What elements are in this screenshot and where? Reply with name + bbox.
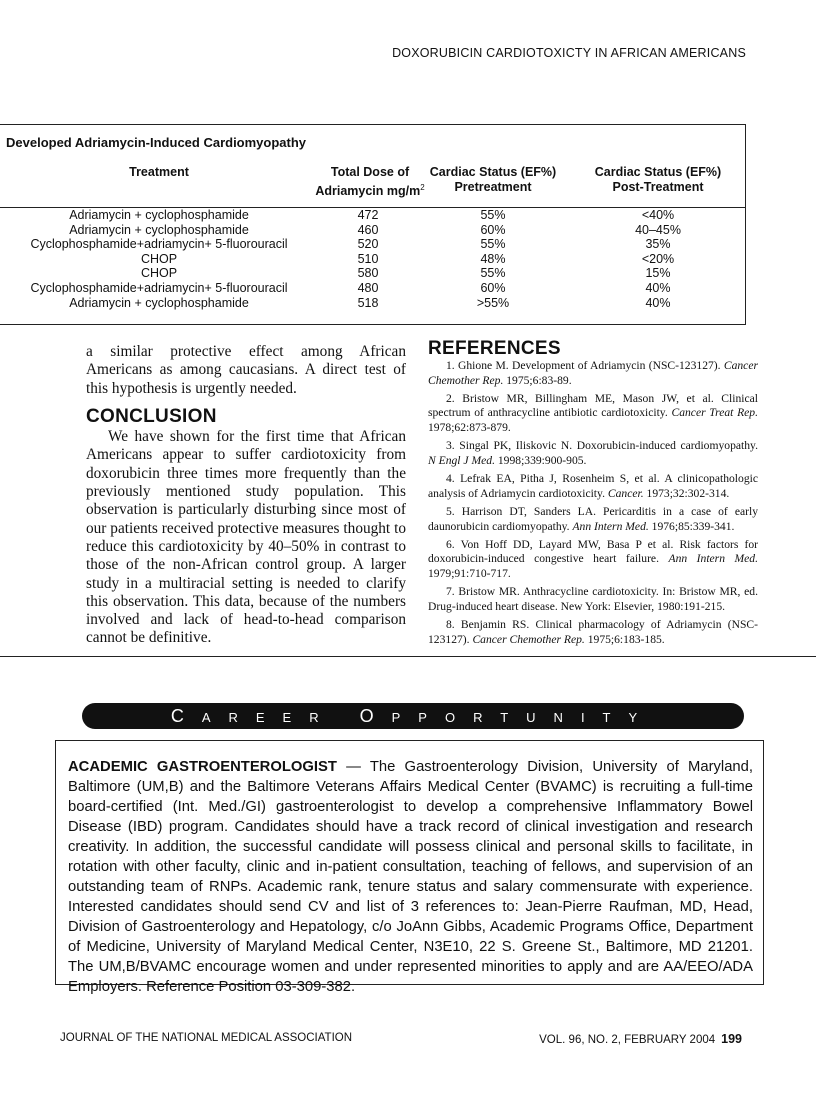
cell-treatment: Adriamycin + cyclophosphamide (69, 222, 249, 237)
reference-text: 4. Lefrak EA, Pitha J, Rosenheim S, et al. A clinicopathologic analysis of Adriamycin cardiotoxicity. (428, 471, 758, 500)
cell-treatment: CHOP (140, 266, 178, 281)
reference-text: 2. Bristow MR, Billingham ME, Mason JW, et al. Clinical spectrum of anthracycline antibiotic cardiotoxicity. (428, 391, 758, 420)
cell-post-treatment: 40% (645, 295, 671, 310)
reference-item (428, 618, 758, 648)
body-left-column (86, 343, 406, 648)
reference-journal: Cancer. (607, 486, 644, 500)
job-ad-text (68, 757, 753, 997)
references-heading: REFERENCES (428, 338, 561, 359)
cell-dose: 580 (357, 266, 379, 281)
job-ad-box (55, 740, 764, 995)
cell-dose: 472 (357, 208, 379, 222)
reference-item (428, 359, 758, 389)
body-paragraph-intro: a similar protective effect among African Americans as among caucasians. A direct test of this hypothesis is urgently needed. (86, 343, 406, 397)
reference-journal: Ann Intern Med. (572, 519, 649, 533)
job-ad-heading: ACADEMIC GASTROENTEROLOGIST (68, 759, 337, 775)
career-opportunity-banner (82, 703, 744, 729)
running-header: DOXORUBICIN CARDIOTOXICTY IN AFRICAN AMERICANS (392, 46, 746, 60)
conclusion-heading: CONCLUSION (86, 405, 217, 427)
cell-dose: 510 (357, 251, 379, 266)
reference-citation: 1975;6:83-89. (503, 373, 572, 387)
cell-post-treatment: 35% (645, 237, 671, 252)
reference-item (428, 585, 758, 615)
col-header-treatment: Treatment (129, 165, 189, 179)
reference-text: 8. Benjamin RS. Clinical pharmacology of Adriamycin (NSC-123127). (428, 617, 758, 646)
table-row (0, 223, 746, 238)
cell-treatment: CHOP (140, 251, 178, 266)
table-title: Developed Adriamycin-Induced Cardiomyopathy (6, 135, 307, 150)
cell-pretreatment: 55% (480, 237, 506, 252)
reference-journal: Cancer Chemother Rep. (472, 632, 585, 646)
section-divider (0, 656, 816, 657)
footer-issue-info (539, 1032, 742, 1046)
cell-pretreatment: 60% (480, 222, 506, 237)
cell-pretreatment: 55% (480, 266, 506, 281)
table-row (0, 208, 746, 223)
cell-post-treatment: <20% (641, 251, 675, 266)
cell-pretreatment: 60% (480, 281, 506, 295)
reference-text: 3. Singal PK, Iliskovic N. Doxorubicin-induced cardiomyopathy. (446, 439, 758, 453)
table-row (0, 281, 746, 296)
reference-citation: 1998;339:900-905. (494, 453, 587, 467)
reference-citation: 1979;91:710-717. (428, 567, 511, 581)
cell-post-treatment: 15% (645, 266, 671, 281)
cell-treatment: Adriamycin + cyclophosphamide (69, 295, 249, 310)
table-row (0, 266, 746, 281)
reference-item (428, 472, 758, 502)
reference-citation: 1973;32:302-314. (643, 486, 730, 500)
cell-dose: 518 (357, 295, 379, 310)
references-list (428, 359, 758, 648)
cell-pretreatment: 48% (480, 251, 506, 266)
reference-item (428, 538, 758, 582)
cell-pretreatment: 55% (480, 208, 506, 222)
col-header-pretreatment: Cardiac Status (EF%) Pretreatment (429, 165, 557, 194)
cell-post-treatment: 40% (645, 281, 671, 295)
reference-item (428, 439, 758, 469)
cell-dose: 480 (357, 281, 379, 295)
cell-treatment: Adriamycin + cyclophosphamide (69, 208, 249, 222)
reference-text: 5. Harrison DT, Sanders LA. Pericarditis in a case of early daunorubicin cardiomyopathy. (428, 504, 758, 533)
reference-journal: N Engl J Med. (428, 453, 495, 467)
cell-treatment: Cyclophosphamide+adriamycin+ 5-fluorouracil (30, 237, 288, 252)
reference-text: 6. Von Hoff DD, Layard MW, Basa P et al. Risk factors for doxorubicin-induced congestive heart failure. (428, 537, 758, 566)
conclusion-paragraph: We have shown for the first time that African Americans appear to suffer cardiotoxicity from doxorubicin three times more frequently than the previously mentioned study population. This observation is particularly disturbing since most of our patients received protective measures thought to reduce this cardiotoxicity by 40–50% in contrast to those of the non-African control group. A larger study in a multiracial setting is needed to clarify this observation. This data, because of the numbers involved and lack of head-to-head comparison cannot be definitive. (86, 428, 406, 647)
reference-item (428, 505, 758, 535)
cell-pretreatment: >55% (476, 295, 510, 310)
reference-journal: Cancer Chemother Rep. (428, 358, 758, 387)
footer-issue: VOL. 96, NO. 2, FEBRUARY 2004 (539, 1034, 716, 1046)
reference-item (428, 392, 758, 436)
job-ad-body: — The Gastroenterology Division, University of Maryland, Baltimore (UM,B) and the Baltimore Veterans Affairs Medical Center (BVAMC) is recruiting a full-time board-certified (Int. Med./GI) gastroenterologist to develop a comprehensive Inflammatory Bowel Disease (IBD) program. Candidates should have a track record of clinical investigation and research creativity. In addition, the successful candidate will possess clinical and personal skills to facilitate, in rotation with other faculty, clinic and in-patient consultation, teaching of fellows, and supervision of an outstanding team of RNPs. Academic rank, tenure status and salary commensurate with experience. Interested candidates should send CV and list of 3 references to: Jean-Pierre Raufman, MD, Head, Division of Gastroenterology and Hepatology, c/o JoAnn Gibbs, Academic Programs Office, Department of Medicine, University of Maryland Medical Center, N3E10, 22 S. Greene St., Baltimore, MD 21201. The UM,B/BVAMC encourage women and under represented minorities to apply and are AA/EEO/ADA Employers. Reference Position 03-309-382. (68, 759, 753, 995)
reference-journal: Ann Intern Med. (668, 552, 758, 566)
table-row (0, 296, 746, 311)
cell-post-treatment: 40–45% (635, 222, 681, 237)
reference-citation: 1975;6:183-185. (584, 632, 665, 646)
reference-journal: Cancer Treat Rep. (671, 406, 758, 420)
cell-dose: 460 (357, 222, 379, 237)
col-header-post-treatment: Cardiac Status (EF%) Post-Treatment (594, 165, 722, 194)
reference-text: 7. Bristow MR. Anthracycline cardiotoxicity. In: Bristow MR, ed. Drug-induced heart disease. New York: Elsevier, 1980:191-215. (428, 585, 758, 613)
cell-treatment: Cyclophosphamide+adriamycin+ 5-fluorouracil (30, 281, 288, 295)
references-section (428, 338, 758, 651)
cell-post-treatment: <40% (641, 208, 675, 222)
page-number: 199 (721, 1032, 742, 1046)
cell-dose: 520 (357, 237, 379, 252)
cardiomyopathy-table (0, 124, 746, 325)
reference-citation: 1978;62:873-879. (428, 421, 511, 435)
reference-text: 1. Ghione M. Development of Adriamycin (NSC-123127). (446, 358, 724, 372)
footer-journal: JOURNAL OF THE NATIONAL MEDICAL ASSOCIATION (60, 1032, 353, 1044)
career-banner-text: Career Opportunity (170, 706, 656, 726)
table-row (0, 252, 746, 267)
reference-citation: 1976;85:339-341. (648, 519, 735, 533)
col-header-dose: Total Dose of Adriamycin $mg/m^2$ (315, 165, 425, 199)
table-row (0, 237, 746, 252)
